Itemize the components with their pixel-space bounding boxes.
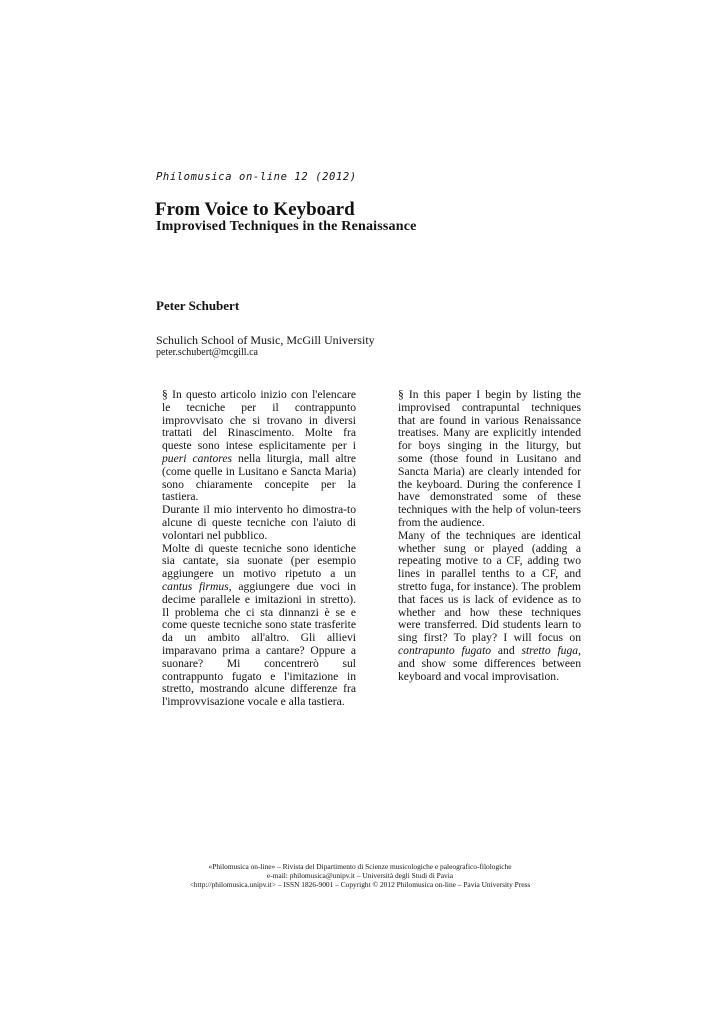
- page-footer: [150, 862, 570, 890]
- abstract-it-paragraph-3: Molte di queste tecniche sono identiche sia cantate, sia suonate (per esempio aggiungere un motivo ripetuto a un cantus firmus, aggiungere due voci in decime parallele e imitazioni in stretto). Il problema che ci sta dinnanzi è se e come queste tecniche sono state trasferite da un ambito all'altro. Gli allievi imparavano prima a cantare? Oppure a suonare? Mi concentrerò sul contrappunto fugato e l'imitazione in stretto, mostrando alcune differenze fra l'improvvisazione vocale e alla tastiera.: [162, 541, 356, 709]
- footer-line-journal: «Philomusica on-line» – Rivista del Dipartimento di Scienze musicologiche e paleografico-filologiche: [208, 862, 512, 871]
- author-email: peter.schubert@mcgill.ca: [156, 347, 258, 358]
- abstract-it-paragraph-1: § In questo articolo inizio con l'elencare le tecniche per il contrappunto improvvisato che si trovano in diversi trattati del Rinascimento. Molte fra queste sono intese esplicitamente per i pueri cantores nella liturgia, mall altre (come quelle in Lusitano e Sancta Maria) sono chiaramente concepite per la tastiera.: [162, 388, 356, 504]
- abstract-english: [398, 389, 581, 683]
- footer-line-copyright: <http://philomusica.unipv.it> – ISSN 1826-9001 – Copyright © 2012 Philomusica on-line – Pavia University Press: [189, 880, 531, 890]
- author-name: Peter Schubert: [156, 298, 240, 313]
- article-subtitle: Improvised Techniques in the Renaissance: [156, 219, 417, 234]
- abstract-it-paragraph-2: Durante il mio intervento ho dimostra-to alcune di queste tecniche con l'aiuto di volontari nel pubblico.: [162, 503, 356, 542]
- article-title: From Voice to Keyboard: [155, 199, 355, 220]
- journal-header: Philomusica on-line 12 (2012): [156, 171, 357, 183]
- abstract-en-paragraph-1: § In this paper I begin by listing the improvised contrapuntal techniques that are found in various Renaissance treatises. Many are explicitly intended for boys singing in the liturgy, but some (those found in Lusitano and Sancta Maria) are clearly intended for the keyboard. During the conference I have demonstrated some of these techniques with the help of volun-teers from the audience.: [398, 388, 581, 529]
- abstract-italian: [162, 389, 356, 709]
- author-affiliation: Schulich School of Music, McGill University: [156, 333, 375, 347]
- footer-line-email: e-mail: philomusica@unipv.it – Università degli Studi di Pavia: [266, 871, 454, 881]
- abstract-en-paragraph-2: Many of the techniques are identical whether sung or played (adding a repeating motive to a CF, adding two lines in parallel tenths to a CF, and stretto fuga, for instance). The problem that faces us is lack of evidence as to whether and how these techniques were transferred. Did students learn to sing first? To play? I will focus on contrapunto fugato and stretto fuga, and show some differences between keyboard and vocal improvisation.: [398, 528, 581, 683]
